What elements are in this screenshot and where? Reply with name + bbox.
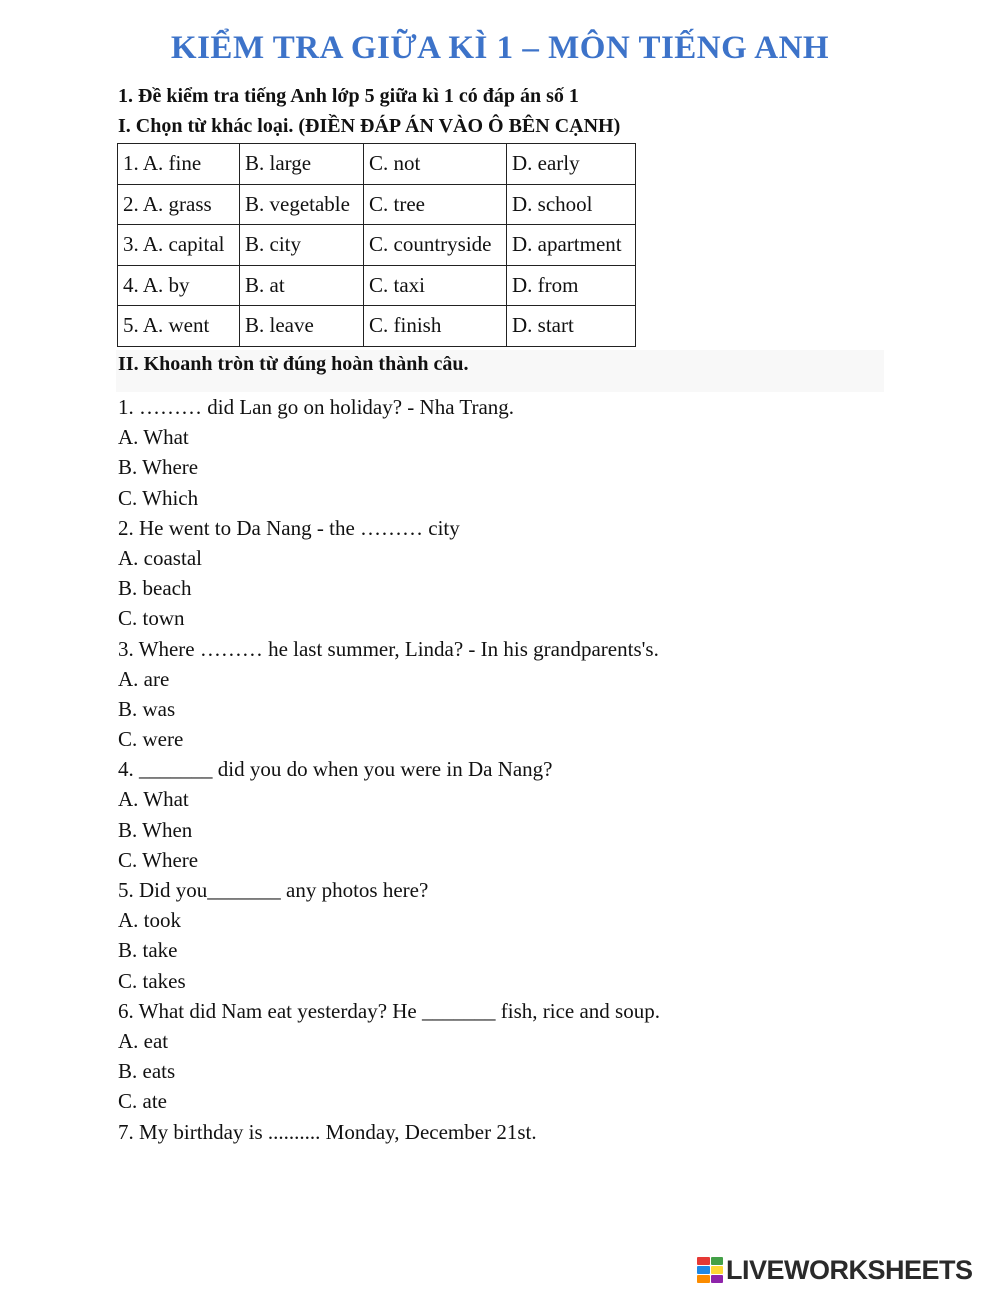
section2-heading: II. Khoanh tròn từ đúng hoàn thành câu. bbox=[118, 353, 469, 375]
answer-option[interactable]: C. town bbox=[118, 606, 185, 631]
table-row bbox=[118, 306, 636, 347]
option-cell: B. vegetable bbox=[240, 184, 364, 225]
option-cell: D. from bbox=[507, 265, 636, 306]
answer-option[interactable]: B. was bbox=[118, 696, 176, 721]
worksheet-title: KIỂM TRA GIỮA KÌ 1 – MÔN TIẾNG ANH bbox=[170, 30, 830, 66]
liveworksheets-logo-icon bbox=[697, 1257, 723, 1283]
answer-option[interactable]: B. beach bbox=[118, 576, 192, 601]
option-cell: 5. A. went bbox=[118, 306, 240, 347]
answer-option[interactable]: C. were bbox=[118, 727, 184, 752]
answer-option[interactable]: C. Where bbox=[118, 847, 199, 872]
logo-square bbox=[697, 1257, 710, 1265]
answer-option[interactable]: C. takes bbox=[118, 968, 186, 993]
logo-square bbox=[711, 1257, 724, 1265]
logo-square bbox=[711, 1266, 724, 1274]
table-row bbox=[118, 265, 636, 306]
answer-option[interactable]: A. coastal bbox=[118, 545, 202, 570]
answer-option[interactable]: B. Where bbox=[118, 455, 199, 480]
table-row bbox=[118, 144, 636, 185]
option-cell: B. leave bbox=[240, 306, 364, 347]
option-cell: 1. A. fine bbox=[118, 144, 240, 185]
option-cell: B. large bbox=[240, 144, 364, 185]
answer-option[interactable]: C. Which bbox=[118, 485, 199, 510]
option-cell: B. city bbox=[240, 225, 364, 266]
question-text: 2. He went to Da Nang - the ……… city bbox=[118, 515, 460, 540]
brand-name: LIVEWORKSHEETS bbox=[726, 1254, 973, 1285]
answer-option[interactable]: A. What bbox=[118, 425, 189, 450]
option-cell: C. tree bbox=[364, 184, 507, 225]
question-list bbox=[118, 392, 660, 1147]
option-cell: C. taxi bbox=[364, 265, 507, 306]
answer-option[interactable]: C. ate bbox=[118, 1089, 167, 1114]
odd-one-out-table bbox=[117, 143, 636, 347]
option-cell: D. school bbox=[507, 184, 636, 225]
answer-option[interactable]: A. took bbox=[118, 908, 181, 933]
answer-option[interactable]: A. eat bbox=[118, 1028, 169, 1053]
test-subheading: 1. Đề kiểm tra tiếng Anh lớp 5 giữa kì 1 có đáp án số 1 bbox=[118, 85, 579, 107]
section1-heading: I. Chọn từ khác loại. (ĐIỀN ĐÁP ÁN VÀO Ô BÊN CẠNH) bbox=[118, 115, 621, 137]
option-cell: D. apartment bbox=[507, 225, 636, 266]
question-text: 4. _______ did you do when you were in Da Nang? bbox=[118, 757, 553, 782]
option-cell: 3. A. capital bbox=[118, 225, 240, 266]
option-cell: C. countryside bbox=[364, 225, 507, 266]
answer-option[interactable]: A. are bbox=[118, 666, 170, 691]
table-row bbox=[118, 225, 636, 266]
logo-square bbox=[697, 1275, 710, 1283]
question-text: 3. Where ……… he last summer, Linda? - In his grandparents's. bbox=[118, 636, 659, 661]
option-cell: B. at bbox=[240, 265, 364, 306]
answer-option[interactable]: B. eats bbox=[118, 1059, 176, 1084]
option-cell: 4. A. by bbox=[118, 265, 240, 306]
table-row bbox=[118, 184, 636, 225]
answer-option[interactable]: B. take bbox=[118, 938, 178, 963]
option-cell: 2. A. grass bbox=[118, 184, 240, 225]
logo-square bbox=[697, 1266, 710, 1274]
question-text: 6. What did Nam eat yesterday? He _______ fish, rice and soup. bbox=[118, 998, 660, 1023]
option-cell: D. early bbox=[507, 144, 636, 185]
question-text: 1. ……… did Lan go on holiday? - Nha Trang. bbox=[118, 395, 515, 419]
option-cell: C. not bbox=[364, 144, 507, 185]
option-cell: D. start bbox=[507, 306, 636, 347]
question-text: 7. My birthday is .......... Monday, December 21st. bbox=[118, 1119, 537, 1144]
option-cell: C. finish bbox=[364, 306, 507, 347]
answer-option[interactable]: A. What bbox=[118, 787, 189, 812]
brand-footer[interactable] bbox=[697, 1255, 973, 1285]
question-text: 5. Did you_______ any photos here? bbox=[118, 878, 429, 902]
answer-option[interactable]: B. When bbox=[118, 817, 193, 842]
logo-square bbox=[711, 1275, 724, 1283]
